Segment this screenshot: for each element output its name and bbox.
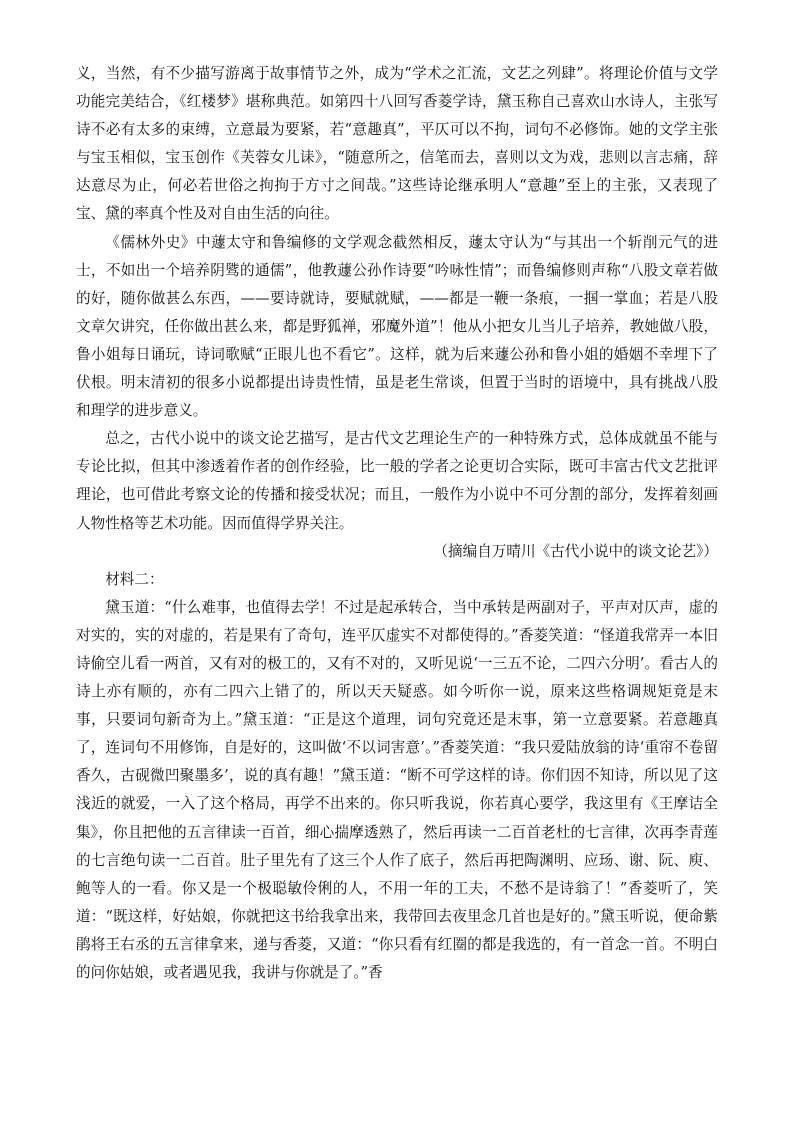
material-heading: 材料二：: [105, 570, 164, 588]
material-paragraph: 黛玉道：“什么难事，也值得去学！不过是起承转合，当中承转是两副对子，平声对仄声，虚的对实的，实的对虚的，若是果有了奇句，连平仄虚实不对都使得的。”香菱笑道：“怪道我常弄一本旧诗偷空儿看一两首，又有对的极工的，又有不对的，又听见说‘一三五不论，二四六分明’。看古人的诗上亦有顺的，亦有二四六上错了的，所以天天疑惑。如今听你一说，原来这些格调规矩竟是末事，只要词句新奇为上。”黛玉道：“正是这个道理，词句究竟还是末事，第一立意要紧。若意趣真了，连词句不用修饰，自是好的，这叫做‘不以词害意’。”香菱笑道：“我只爱陆放翁的诗‘重帘不卷留香久，古砚微凹聚墨多’，说的真有趣！”黛玉道：“断不可学这样的诗。你们因不知诗，所以见了这浅近的就爱，一入了这个格局，再学不出来的。你只听我说，你若真心要学，我这里有《王摩诘全集》，你且把他的五言律读一百首，细心揣摩透熟了，然后再读一二百首老杜的七言律，次再李青莲的七言绝句读一二百首。肚子里先有了这三个人作了底子，然后再把陶渊明、应玚、谢、阮、庾、鲍等人的一看。你又是一个极聪敏伶俐的人，不用一年的工夫，不愁不是诗翁了！”香菱听了，笑道：“既这样，好姑娘，你就把这书给我拿出来，我带回去夜里念几首也是好的。”黛玉听说，便命紫鹃将王右丞的五言律拿来，递与香菱，又道：“你只看有红圈的都是我选的，有一首念一首。不明白的问你姑娘，或者遇见我，我讲与你就是了。”香: [76, 598, 718, 981]
paragraph-2: 《儒林外史》中蘧太守和鲁编修的文学观念截然相反，蘧太守认为“与其出一个斩削元气的进士，不如出一个培养阴骘的通儒”，他教蘧公孙作诗要“吟咏性情”；而鲁编修则声称“八股文章若做的好，随你做甚么东西，——要诗就诗，要赋就赋，——都是一鞭一条痕，一掴一掌血；若是八股文章欠讲究，任你做出甚么来，都是野狐禅，邪魔外道”！他从小把女儿当儿子培养，教她做八股，鲁小姐每日诵玩，诗词歌赋“正眼儿也不看它”。这样，就为后来蘧公孙和鲁小姐的婚姻不幸埋下了伏根。明末清初的很多小说都提出诗贵性情，虽是老生常谈，但置于当时的语境中，具有挑战八股和理学的进步意义。: [76, 233, 718, 420]
document-page: [76, 60, 718, 987]
source-citation: （摘编自万晴川《古代小说中的谈文论艺》）: [433, 542, 718, 560]
paragraph-3: 总之，古代小说中的谈文论艺描写，是古代文艺理论生产的一种特殊方式，总体成就虽不能与专论比拟，但其中渗透着作者的创作经验，比一般的学者之论更切合实际，既可丰富古代文艺批评理论，也可借此考察文论的传播和接受状况；而且，一般作为小说中不可分割的部分，发挥着刻画人物性格等艺术功能。因而值得学界关注。: [76, 430, 718, 532]
paragraph-1: 义，当然，有不少描写游离于故事情节之外，成为“学术之汇流，文艺之列肆”。将理论价值与文学功能完美结合，《红楼梦》堪称典范。如第四十八回写香菱学诗，黛玉称自己喜欢山水诗人，主张写诗不必有太多的束缚，立意最为要紧，若“意趣真”，平仄可以不拘，词句不必修饰。她的文学主张与宝玉相似，宝玉创作《芙蓉女儿诔》，“随意所之，信笔而去，喜则以文为戏，悲则以言志痛，辞达意尽为止，何必若世俗之拘拘于方寸之间哉。”这些诗论继承明人“意趣”至上的主张，又表现了宝、黛的率真个性及对自由生活的向往。: [76, 65, 718, 223]
